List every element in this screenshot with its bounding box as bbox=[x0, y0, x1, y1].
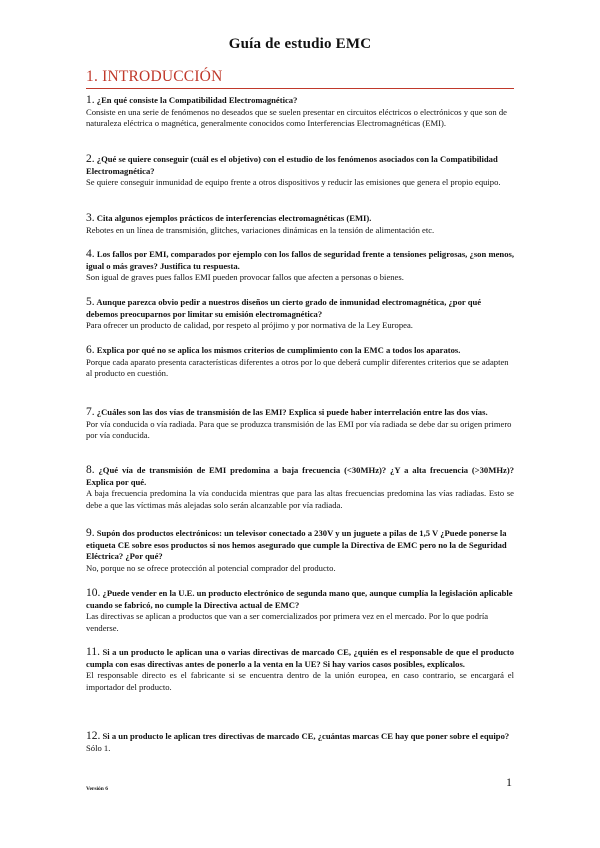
question bbox=[86, 528, 514, 563]
answer: Porque cada aparato presenta características diferentes a otros por lo que deberá cumplir diferentes criterios que se adapten al producto en cuestión. bbox=[86, 356, 509, 379]
qa-item-12 bbox=[86, 731, 514, 754]
question-number: 1. bbox=[86, 94, 95, 106]
question-text: ¿Cuáles son las dos vías de transmisión de las EMI? Explica si puede haber interrelación entre las dos vías. bbox=[96, 407, 488, 417]
question-text: Explica por qué no se aplica los mismos criterios de cumplimiento con la EMC a todos los aparatos. bbox=[96, 345, 461, 355]
qa-item-6 bbox=[86, 345, 514, 380]
answer: Sólo 1. bbox=[86, 742, 111, 753]
question-number: 3. bbox=[86, 212, 95, 224]
version-label: Versión 6 bbox=[86, 786, 108, 792]
question-number: 12. bbox=[86, 730, 101, 742]
question-text: Supón dos productos electrónicos: un televisor conectado a 230V y un juguete a pilas de 1,5 V ¿Puede ponerse la etiqueta CE sobre esos productos si nos hemos asegurado que cumple la Directiva de EMC pero no la de Seguridad Eléctrica? ¿Por qué? bbox=[86, 528, 507, 562]
question-number: 2. bbox=[86, 153, 95, 165]
question-text: Los fallos por EMI, comparados por ejemplo con los fallos de seguridad frente a tensiones peligrosas, ¿son menos, igual o más graves? Justifica tu respuesta. bbox=[86, 249, 514, 271]
question bbox=[86, 213, 514, 225]
question bbox=[86, 731, 514, 743]
answer: Por vía conducida o vía radiada. Para que se produzca transmisión de las EMI por vía radiada se debe dar su origen primero por vía conducida. bbox=[86, 418, 512, 441]
question bbox=[86, 297, 514, 320]
qa-item-11 bbox=[86, 647, 514, 693]
answer: A baja frecuencia predomina la vía conducida mientras que para las altas frecuencias predomina las vías radiadas. Esto se debe a que las víctimas más alejadas solo serán alcanzable por vía radiada. bbox=[86, 488, 514, 510]
question bbox=[86, 249, 514, 272]
question bbox=[86, 345, 514, 357]
qa-item-1 bbox=[86, 95, 514, 130]
question-text: ¿Qué se quiere conseguir (cuál es el objetivo) con el estudio de los fenómenos asociados con la Compatibilidad Electromagnética? bbox=[86, 154, 498, 176]
qa-item-2 bbox=[86, 154, 514, 189]
question-text: ¿Qué vía de transmisión de EMI predomina a baja frecuencia (<30MHz)? ¿Y a alta frecuencia (>30MHz)? Explica por qué. bbox=[86, 465, 514, 487]
answer: No, porque no se ofrece protección al potencial comprador del producto. bbox=[86, 562, 336, 573]
question bbox=[86, 407, 514, 419]
qa-item-8 bbox=[86, 465, 514, 511]
question-text: Si a un producto le aplican tres directivas de marcado CE, ¿cuántas marcas CE hay que poner sobre el equipo? bbox=[102, 731, 510, 741]
qa-item-10 bbox=[86, 588, 514, 634]
document-title: Guía de estudio EMC bbox=[228, 36, 372, 52]
qa-item-3 bbox=[86, 213, 514, 236]
question bbox=[86, 647, 514, 670]
answer: El responsable directo es el fabricante si se encuentra dentro de la unión europea, en caso contrario, se encargará el importador del producto. bbox=[86, 670, 514, 692]
answer: Se quiere conseguir inmunidad de equipo frente a otros dispositivos y reducir las emisiones que genera el propio equipo. bbox=[86, 177, 501, 188]
question-number: 10. bbox=[86, 587, 101, 599]
page-number: 1 bbox=[506, 775, 512, 789]
question-text: Si a un producto le aplican una o varias directivas de marcado CE, ¿quién es el responsable de que el producto cumpla con esas directivas antes de ponerlo a la venta en la UE? Si hay varios casos posibles, explícalos. bbox=[86, 647, 514, 669]
question-text: Aunque parezca obvio pedir a nuestros diseños un cierto grado de inmunidad electromagnética, ¿por qué debemos preocuparnos por limitar su emisión electromagnética? bbox=[86, 297, 482, 319]
question-number: 7. bbox=[86, 406, 95, 418]
question-number: 8. bbox=[86, 464, 95, 476]
question bbox=[86, 465, 514, 488]
answer: Para ofrecer un producto de calidad, por respeto al prójimo y por normativa de la Ley Europea. bbox=[86, 320, 413, 331]
qa-item-7 bbox=[86, 407, 514, 442]
answer: Son igual de graves pues fallos EMI pueden provocar fallos que afecten a personas o bienes. bbox=[86, 272, 404, 283]
question-number: 6. bbox=[86, 344, 95, 356]
question bbox=[86, 588, 514, 611]
question-text: Cita algunos ejemplos prácticos de interferencias electromagnéticas (EMI). bbox=[96, 213, 372, 223]
question-number: 9. bbox=[86, 527, 95, 539]
qa-item-5 bbox=[86, 297, 514, 332]
answer: Consiste en una serie de fenómenos no deseados que se suelen presentar en circuitos eléctricos o electrónicos y que son de naturaleza eléctrica o magnética, generalmente conocidos como Interferencias Electromagnéticas (EMI). bbox=[86, 106, 507, 129]
question-number: 4. bbox=[86, 248, 95, 260]
question bbox=[86, 95, 514, 107]
answer: Rebotes en un línea de transmisión, glitches, variaciones dinámicas en la tensión de alimentación etc. bbox=[86, 224, 435, 235]
question-text: ¿Puede vender en la U.E. un producto electrónico de segunda mano que, aunque cumplía la legislación aplicable cuando se fabricó, no cumple la Directiva actual de EMC? bbox=[86, 588, 513, 610]
qa-item-4 bbox=[86, 249, 514, 284]
question-text: ¿En qué consiste la Compatibilidad Electromagnética? bbox=[96, 95, 298, 105]
heading-underline bbox=[86, 88, 514, 89]
answer: Las directivas se aplican a productos que van a ser comercializados por primera vez en el mercado. Por lo que podría venderse. bbox=[86, 611, 489, 633]
section-heading: 1. INTRODUCCIÓN bbox=[86, 68, 223, 85]
question-number: 5. bbox=[86, 296, 95, 308]
question-number: 11. bbox=[86, 646, 100, 658]
question bbox=[86, 154, 514, 177]
qa-item-9 bbox=[86, 528, 514, 574]
